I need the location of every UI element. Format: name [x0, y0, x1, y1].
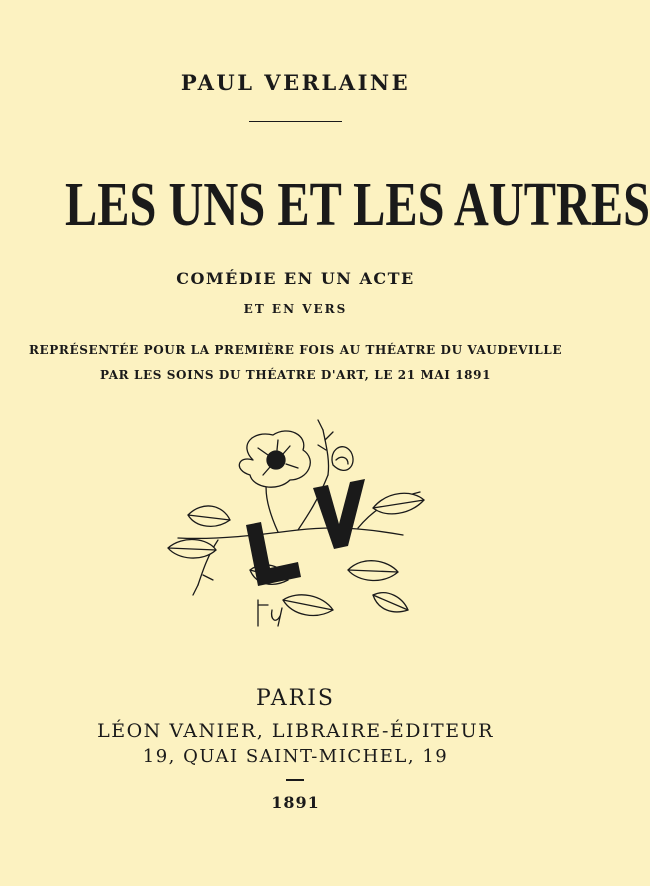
subtitle-secondary: ET EN VERS [243, 302, 348, 316]
divider-rule [249, 121, 342, 122]
performance-note-line-2: PAR LES SOINS DU THÉATRE D'ART, LE 21 MAI 1891 [99, 368, 492, 382]
publisher-city: PARIS [256, 686, 335, 711]
divider-dash [286, 779, 304, 781]
publication-year: 1891 [271, 793, 320, 812]
publisher-name: LÉON VANIER, LIBRAIRE-ÉDITEUR [97, 720, 494, 742]
performance-note-line-1: REPRÉSENTÉE POUR LA PREMIÈRE FOIS AU THÉATRE DU VAUDEVILLE [28, 343, 563, 357]
publisher-address: 19, QUAI SAINT-MICHEL, 19 [142, 746, 449, 767]
author-name: PAUL VERLAINE [180, 70, 411, 95]
book-title: LES UNS ET LES AUTRES [65, 171, 650, 239]
rose-branch-icon [158, 420, 430, 636]
subtitle: COMÉDIE EN UN ACTE [176, 269, 415, 288]
